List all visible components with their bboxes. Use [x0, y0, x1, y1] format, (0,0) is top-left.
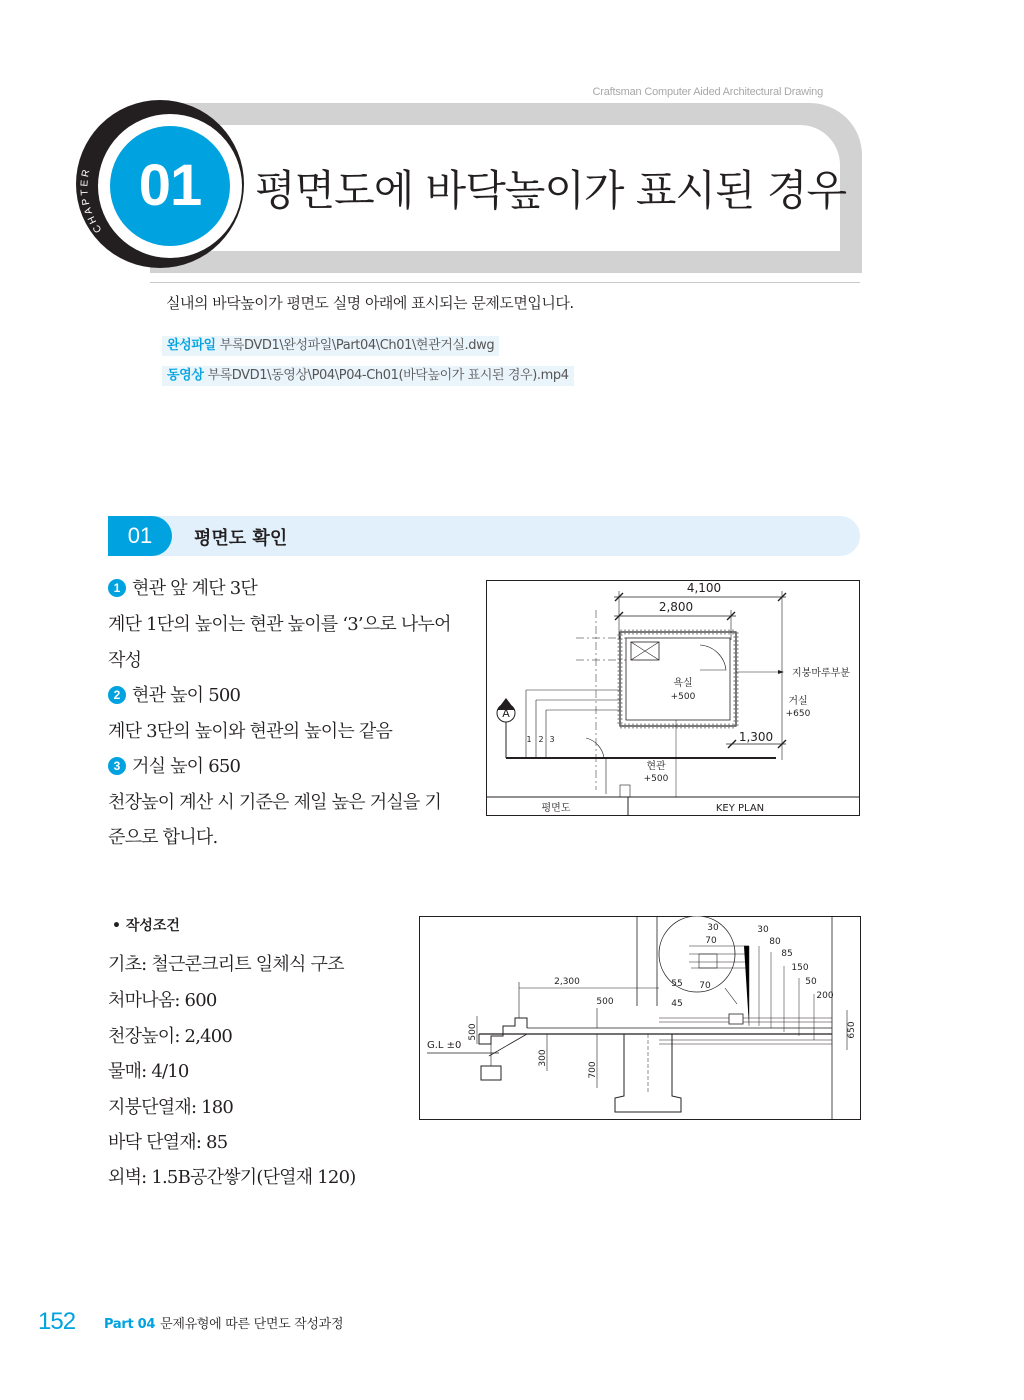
number-badge: 3 [108, 757, 126, 775]
detail-dim: 70 [699, 981, 711, 991]
dim-label: 700 [588, 1061, 598, 1079]
file-row-video [162, 366, 574, 386]
running-title: Craftsman Computer Aided Architectural Drawing [592, 86, 823, 98]
divider [150, 282, 860, 283]
conditions-heading: • 작성조건 [112, 918, 180, 934]
condition-item: 외벽: 1.5B공간쌓기(단열재 120) [108, 1167, 356, 1188]
dim-label: 500 [596, 997, 614, 1007]
point-text: 계단 3단의 높이와 현관의 높이는 같음 [108, 721, 393, 742]
part-label: Part 04 [104, 1317, 156, 1332]
room-level: +500 [670, 692, 696, 702]
section-detail-figure [419, 916, 861, 1124]
file-tag: 완성파일 [167, 338, 216, 353]
chapter-number: 01 [138, 153, 202, 218]
dim-label: 300 [538, 1049, 548, 1067]
page-number: 152 [38, 1308, 76, 1335]
condition-item: 기초: 철근콘크리트 일체식 구조 [108, 954, 344, 975]
detail-dim: 50 [805, 977, 817, 987]
room-level: +500 [643, 774, 669, 784]
room-level: +650 [785, 709, 811, 719]
chapter-label-arc [60, 130, 120, 240]
detail-dim: 30 [707, 923, 719, 933]
detail-dim: 80 [769, 937, 781, 947]
dim-label: 500 [468, 1023, 478, 1041]
number-badge: 1 [108, 579, 126, 597]
number-badge: 2 [108, 686, 126, 704]
condition-item: 물매: 4/10 [108, 1061, 189, 1082]
condition-item: 처마나옴: 600 [108, 990, 217, 1011]
step-number: 1 [526, 735, 532, 744]
detail-dim: 45 [671, 999, 683, 1009]
point-text: 작성 [108, 650, 142, 671]
detail-dim: 150 [791, 963, 809, 973]
figure-caption: 평면도 [541, 803, 571, 814]
point-heading-3: 3 거실 높이 650 [108, 752, 240, 778]
point-heading-2: 2 현관 높이 500 [108, 681, 240, 707]
section-number: 01 [108, 516, 172, 556]
step-number: 2 [538, 735, 544, 744]
detail-dim: 30 [757, 925, 769, 935]
detail-dim: 55 [671, 979, 683, 989]
room-name: 욕실 [673, 678, 693, 689]
callout-label: 지붕마루부분 [792, 668, 850, 679]
point-text: 계단 1단의 높이는 현관 높이를 ‘3’으로 나누어 [108, 614, 451, 635]
dim-label: 2,800 [658, 600, 694, 614]
floor-plan-figure [486, 580, 860, 820]
ground-level-label: G.L ±0 [427, 1040, 462, 1051]
condition-item: 지붕단열재: 180 [108, 1097, 234, 1118]
step-number: 3 [549, 735, 555, 744]
file-row-complete [162, 336, 499, 356]
chapter-title: 평면도에 바닥높이가 표시된 경우 [255, 166, 847, 215]
dim-label: 650 [847, 1021, 857, 1039]
file-tag: 동영상 [167, 368, 204, 383]
intro-text: 실내의 바닥높이가 평면도 실명 아래에 표시되는 문제도면입니다. [166, 294, 574, 312]
file-path: 부록DVD1\완성파일\Part04\Ch01\현관거실.dwg [219, 338, 495, 353]
detail-dim: 85 [781, 949, 793, 959]
condition-item: 바닥 단열재: 85 [108, 1132, 228, 1153]
detail-dim: 70 [705, 936, 717, 946]
dim-label: 2,300 [554, 977, 580, 987]
dim-label: 1,300 [738, 730, 774, 744]
point-text: 준으로 합니다. [108, 827, 218, 848]
figure-caption: KEY PLAN [715, 803, 765, 814]
file-path: 부록DVD1\동영상\P04\P04-Ch01(바닥높이가 표시된 경우).mp4 [207, 368, 569, 383]
chapter-label: CHAPTER [79, 166, 105, 235]
section-title: 평면도 확인 [194, 528, 288, 549]
section-marker: A [502, 707, 510, 720]
part-title: Part 04 문제유형에 따른 단면도 작성과정 [104, 1317, 344, 1332]
room-name: 현관 [646, 761, 666, 772]
svg-text:CHAPTER [79, 166, 104, 234]
condition-item: 천장높이: 2,400 [108, 1026, 233, 1047]
point-text: 천장높이 계산 시 기준은 제일 높은 거실을 기 [108, 792, 442, 813]
room-name: 거실 [788, 696, 808, 707]
dim-label: 4,100 [686, 581, 722, 595]
detail-dim: 200 [816, 991, 834, 1001]
point-heading-1: 1 현관 앞 계단 3단 [108, 574, 257, 600]
